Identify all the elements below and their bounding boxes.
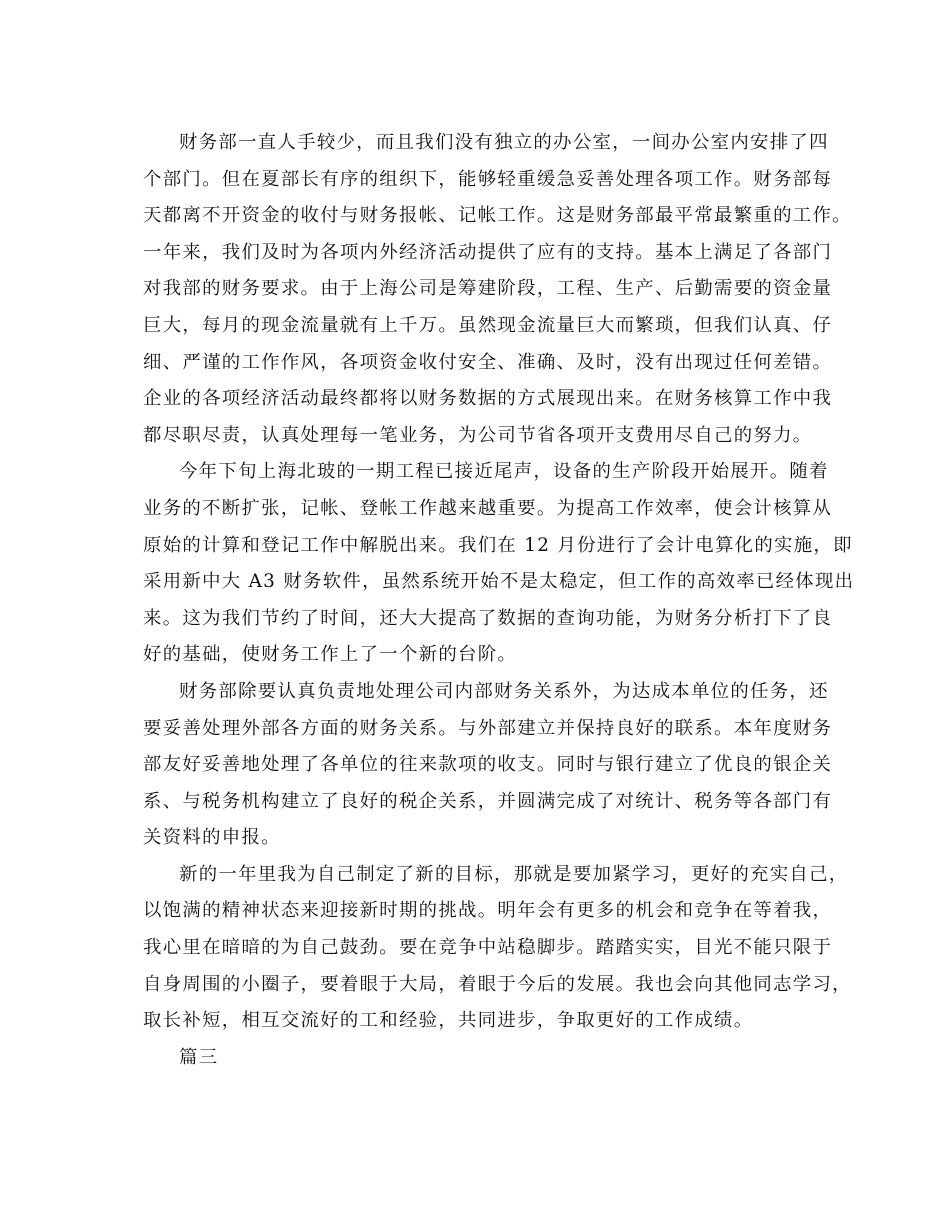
- text-line: 来。这为我们节约了时间，还大大提高了数据的查询功能，为财务分析打下了良: [143, 607, 833, 629]
- text-line: 一年来，我们及时为各项内外经济活动提供了应有的支持。基本上满足了各部门: [143, 241, 833, 263]
- document-body: [143, 125, 855, 1076]
- text-line: 自身周围的小圈子，要着眼于大局，着眼于今后的发展。我也会向其他同志学习，: [143, 973, 852, 995]
- text-line: 采用新中大 A3 财务软件，虽然系统开始不是太稳定，但工作的高效率已经体现出: [143, 571, 855, 593]
- text-line: 系、与税务机构建立了良好的税企关系，并圆满完成了对统计、税务等各部门有: [143, 790, 833, 812]
- text-line: 财务部一直人手较少，而且我们没有独立的办公室，一间办公室内安排了四: [179, 132, 829, 153]
- text-line: 业务的不断扩张，记帐、登帐工作越来越重要。为提高工作效率，使会计核算从: [143, 497, 833, 519]
- text-line: 新的一年里我为自己制定了新的目标，那就是要加紧学习，更好的充实自己，: [179, 863, 849, 885]
- text-line: 细、严谨的工作作风，各项资金收付安全、准确、及时，没有出现过任何差错。: [143, 351, 833, 373]
- text-line: 天都离不开资金的收付与财务报帐、记帐工作。这是财务部最平常最繁重的工作。: [143, 205, 852, 227]
- text-line: 取长补短，相互交流好的工和经验，共同进步，争取更好的工作成绩。: [143, 1010, 754, 1032]
- text-line: 企业的各项经济活动最终都将以财务数据的方式展现出来。在财务核算工作中我: [143, 388, 833, 410]
- text-line: 财务部除要认真负责地处理公司内部财务关系外，为达成本单位的任务，还: [179, 680, 829, 702]
- text-line: 好的基础，使财务工作上了一个新的台阶。: [143, 644, 518, 666]
- text-line: 巨大，每月的现金流量就有上千万。虽然现金流量巨大而繁琐，但我们认真、仔: [143, 314, 833, 336]
- text-line: 个部门。但在夏部长有序的组织下，能够轻重缓急妥善处理各项工作。财务部每: [143, 168, 833, 190]
- text-line: 以饱满的精神状态来迎接新时期的挑战。明年会有更多的机会和竞争在等着我，: [143, 900, 833, 922]
- section-heading: 篇三: [179, 1046, 219, 1068]
- text-line: 今年下旬上海北玻的一期工程已接近尾声，设备的生产阶段开始展开。随着: [179, 461, 829, 483]
- text-line: 要妥善处理外部各方面的财务关系。与外部建立并保持良好的联系。本年度财务: [143, 717, 833, 739]
- text-line: 对我部的财务要求。由于上海公司是筹建阶段，工程、生产、后勤需要的资金量: [143, 278, 833, 300]
- text-line: 原始的计算和登记工作中解脱出来。我们在 12 月份进行了会计电算化的实施，即: [143, 534, 853, 556]
- text-line: 我心里在暗暗的为自己鼓劲。要在竞争中站稳脚步。踏踏实实，目光不能只限于: [143, 937, 833, 959]
- text-line: 部友好妥善地处理了各单位的往来款项的收支。同时与银行建立了优良的银企关: [143, 754, 833, 776]
- text-line: 关资料的申报。: [143, 827, 281, 849]
- text-line: 都尽职尽责，认真处理每一笔业务，为公司节省各项开支费用尽自己的努力。: [143, 424, 813, 446]
